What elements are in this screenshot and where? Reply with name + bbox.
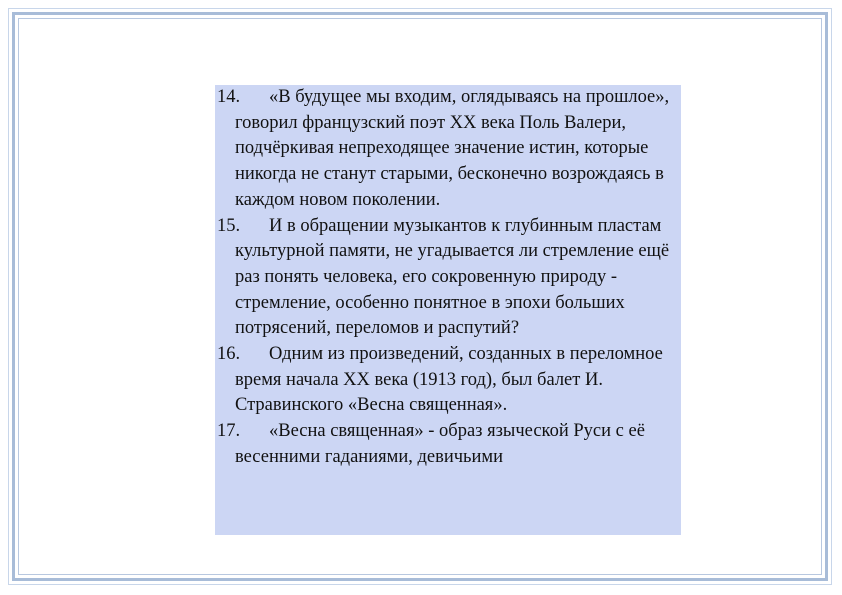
item-number: 16. (217, 344, 241, 365)
list-item (215, 214, 681, 343)
item-text: Одним из произведений, созданных в переломное время начала XX века (1913 год), был балет И. Стравинского «Весна священная». (235, 344, 663, 416)
item-text: «Весна священная» - образ языческой Руси с её весенними гаданиями, девичьими (235, 421, 645, 467)
item-text: И в обращении музыкантов к глубинным пластам культурной памяти, не угадывается ли стремление ещё раз понять человека, его сокровенную природу - стремление, особенно понятное в эпохи больших потрясений, переломов и распутий? (235, 215, 670, 339)
list-item (215, 342, 681, 419)
item-number: 17. (217, 421, 241, 442)
list-item (215, 419, 681, 470)
item-number: 14. (217, 87, 241, 107)
item-text: «В будущее мы входим, оглядываясь на прошлое», говорил французский поэт XX века Поль Валери, подчёркивая непреходящее значение истин, которые никогда не станут старыми, бесконечно возрождаясь в каждом новом поколении. (235, 87, 670, 210)
text-box (215, 85, 681, 535)
item-number: 15. (217, 215, 241, 236)
list-item (215, 85, 681, 214)
